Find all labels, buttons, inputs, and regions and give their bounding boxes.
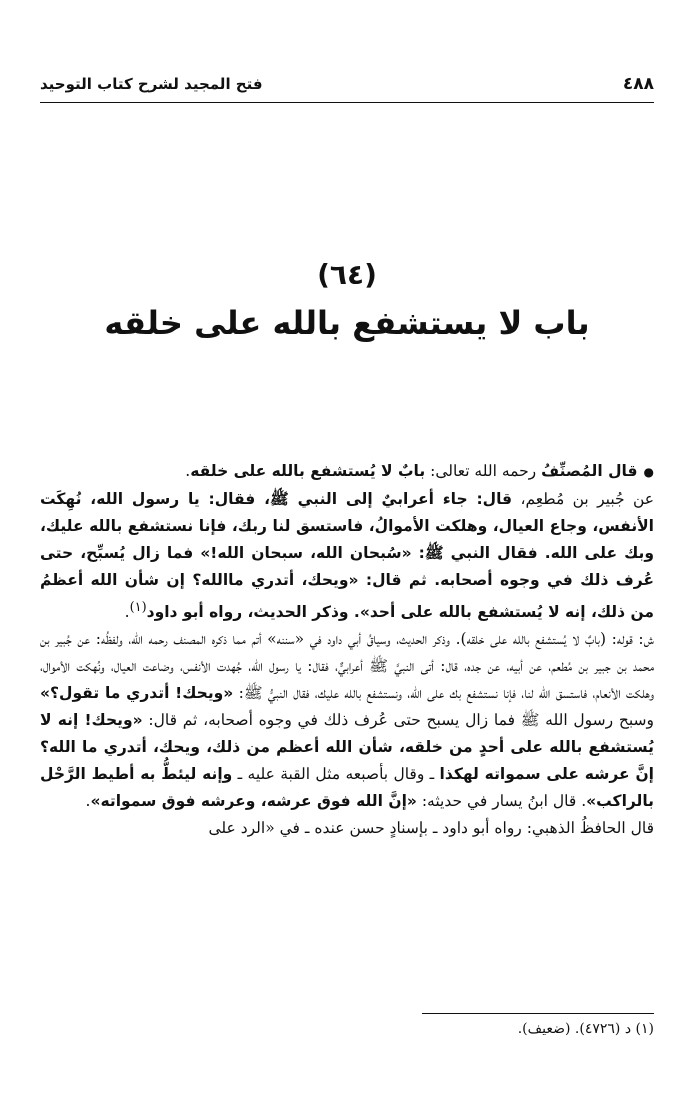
footnote-text: د (٤٧٢٦). (ضعيف). xyxy=(517,1021,632,1037)
author-end: . xyxy=(185,462,191,480)
commentary-text-4: . قال ابنُ يسار في حديثه: xyxy=(416,792,587,811)
commentary-paragraph xyxy=(40,626,654,815)
book-title: فتح المجيد لشرح كتاب التوحيد xyxy=(40,75,263,93)
hadith-end: . xyxy=(124,603,130,622)
commentary-text-3: ـ وقال بأصبعه مثل القبة عليه ـ xyxy=(232,765,440,784)
body-text xyxy=(40,458,654,842)
footnote-number: (١) xyxy=(635,1021,654,1037)
commentary-quote-1: «ويحك! أتدري ما تقول؟» xyxy=(40,684,234,703)
footnote-reference: (١) xyxy=(129,600,147,615)
author-text: رحمه الله تعالى: xyxy=(425,462,542,480)
hadith-narrator: عن جُبير بن مُطعِم، xyxy=(512,490,655,508)
author-statement xyxy=(40,458,654,486)
commentary-quote-2: «ويحك! إنه لا يُستشفع بالله على أحدٍ من خلقه، شأن الله أعظم من ذلك، ويحك، أتدري ما الله؟ إنَّ عرشه على سمواته لهكذا xyxy=(40,711,654,784)
footnote-divider xyxy=(422,1013,654,1014)
hadith-text xyxy=(40,486,654,626)
commentary-text-1: ش: قوله: (بابٌ لا يُستشفع بالله على خلقه). وذكر الحديث، وسياقُ أبي داود في «سننه» أتم مما ذكره المصنف رحمه الله، ولفظُه: عن جُبير بن محمد بن جبير بن مُطعم، عن أبيه، عن جده، قال: أتى النبيَّ ﷺ أعرابيٌّ، فقال: يا رسول الله، جُهدت الأنفس، وضاعت العيال، ونُهكت الأموال، وهلكت الأنعام، فاستسق الله لنا، فإنا نستشفع بك على الله، ونستشفع بالله عليك، فقال النبيُّ ﷺ: xyxy=(40,630,655,703)
hadith-body: قال: جاء أعرابيٌ إلى النبي ﷺ، فقال: يا رسول الله، نُهِكَت الأنفس، وجاع العيال، وهلكت الأموالُ، فاستسق لنا ربك، فإنا نستشفع بالله عليك، وبك على الله. فقال النبي ﷺ: «سُبحان الله، سبحان الله!» فما زال يُسبِّح، حتى عُرف ذلك في وجوه أصحابه. ثم قال: «ويحك، أتدري ماالله؟ إن شأن الله أعظمُ من ذلك، إنه لا يُستشفع بالله على أحد». وذكر الحديث، رواه أبو داود xyxy=(40,490,654,622)
chapter-number: (٦٤) xyxy=(317,258,377,291)
footnote xyxy=(40,1021,654,1037)
dhahabi-paragraph: قال الحافظُ الذهبي: رواه أبو داود ـ بإسنادٍ حسن عنده ـ في «الرد على xyxy=(208,819,654,838)
commentary-text-5: . xyxy=(85,792,91,811)
chapter-heading-inline: بابٌ لا يُستشفع بالله على خلقه xyxy=(190,462,426,480)
commentary-quote-3: وإنه ليئطُّ به أطيط الرَّحْل بالراكب» xyxy=(40,765,654,811)
author-lead: قال المُصنِّفُ xyxy=(541,462,638,480)
bullet-icon: ● xyxy=(643,465,654,479)
commentary-text-2: وسبح رسول الله ﷺ فما زال يسبح حتى عُرف ذلك في وجوه أصحابه، ثم قال: xyxy=(142,711,654,730)
commentary-quote-4: «إنَّ الله فوق عرشه، وعرشه فوق سمواته» xyxy=(90,792,417,811)
chapter-title: باب لا يستشفع بالله على خلقه xyxy=(104,304,590,342)
page-number: ٤٨٨ xyxy=(622,74,654,94)
running-header xyxy=(40,66,654,103)
